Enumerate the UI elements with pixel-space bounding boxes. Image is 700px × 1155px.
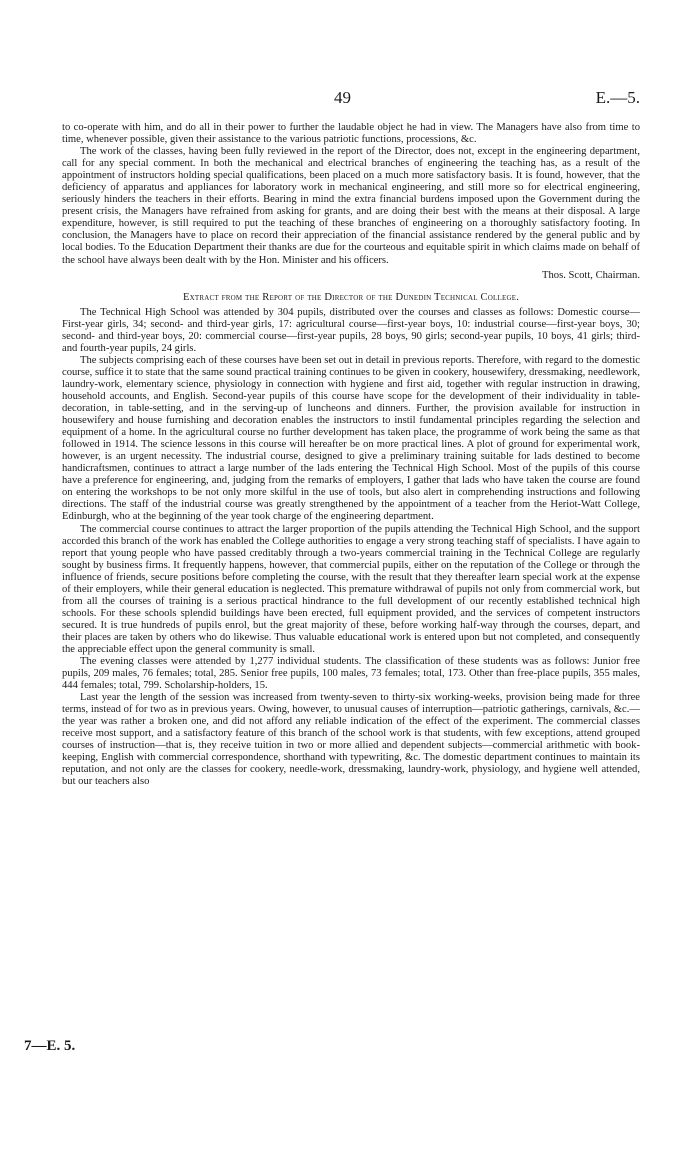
page-number: 49 (334, 88, 351, 107)
signature: Thos. Scott, Chairman. (542, 269, 640, 281)
paragraph: Last year the length of the session was increased from twenty-seven to thirty-six working-weeks, provision being made for three terms, instead of for two as in previous years. Owing, however, to unusual causes of interruption—patriotic gatherings, carnivals, &c.—the year was rather a broken one, and did not afford any reliable indication of the effect of the experiment. The commercial classes receive most support, and a satisfactory feature of this branch of the school work is that students, with few exceptions, attend grouped courses of instruction—that is, they receive tuition in two or more allied and dependent subjects—commercial arithmetic with book-keeping, English with commercial correspondence, shorthand with typewriting, &c. The domestic department continues to maintain its reputation, and not only are the classes for cookery, needle-work, dressmaking, laundry-work, physiology, and hygiene well attended, but our teachers also (62, 692, 640, 788)
paragraph: The Technical High School was attended by 304 pupils, distributed over the courses and classes as follows: Domestic course—First-year girls, 34; second- and third-year girls, 17: agricultural course—first-year boys, 10: industrial course—first-year boys, 30; second- and third-year boys, 20: commercial course—first-year pupils, 28 boys, 90 girls; second-year pupils, 10 boys, 41 girls; third- and fourth-year pupils, 24 girls. (62, 306, 640, 354)
paragraph: The subjects comprising each of these courses have been set out in detail in previous reports. Therefore, with regard to the domestic course, suffice it to state that the same sound practical training continues to be given in cookery, housewifery, dressmaking, needlework, laundry-work, elementary science, physiology in connection with hygiene and first aid, together with regular instruction in drawing, household accounts, and English. Second-year pupils of this course have scope for the development of their individuality in table-decoration, in table-setting, and in the serving-up of luncheons and dinners. Further, the provision available for instruction in housewifery and house furnishing and decoration enables the instructors to instil fundamental principles regarding the selection and equipment of a home. In the agricultural course no further development has taken place, the programme of work being the same as that followed in 1914. The science lessons in this course will hereafter be on more practical lines. A plot of ground for experimental work, however, is an urgent necessity. The industrial course, designed to give a preliminary training suitable for lads destined to become handicraftsmen, continues to attract a large number of the lads entering the Technical High School. Most of the pupils of this course have a preference for engineering, and, judging from the remarks of employers, I gather that lads who have taken the course are found on entering the workshops to be not only more skilful in the use of tools, but also alert in comprehending instructions and following directions. The staff of the industrial course was greatly strengthened by the appointment of a teacher from the Heriot-Watt College, Edinburgh, who at the beginning of the year took charge of the engineering department. (62, 354, 640, 523)
page-footer: 7—E. 5. (24, 1038, 76, 1054)
section-title: Extract from the Report of the Director of the Dunedin Technical College. (182, 291, 520, 303)
series-reference: E.—5. (595, 88, 640, 107)
paragraph: The work of the classes, having been fully reviewed in the report of the Director, does not, except in the engineering department, call for any special comment. In both the mechanical and electrical branches of engineering the teaching has, as a result of the appointment of instructors holding special qualifications, been placed on a much more satisfactory basis. It is found, however, that the deficiency of apparatus and appliances for laboratory work in mechanical engineering, and still more so for electrical engineering, seriously hinders the teachers in their efforts. Bearing in mind the extra financial burdens imposed upon the Government during the present crisis, the Managers have refrained from asking for grants, and are doing their best with the means at their disposal. A large expenditure, however, is still required to put the teaching of these branches of engineering on a thoroughly satisfactory footing. In conclusion, the Managers have to place on record their appreciation of the financial assistance rendered by the general public and by local bodies. To the Education Department their thanks are due for the courteous and equitable spirit in which claims made on behalf of the school have always been dealt with by the Hon. Minister and his officers. (62, 146, 640, 266)
body-text (62, 122, 640, 789)
paragraph: to co-operate with him, and do all in their power to further the laudable object he had in view. The Managers have also from time to time, whenever possible, given their assistance to the various patriotic functions, processions, &c. (62, 122, 640, 146)
paragraph: The commercial course continues to attract the larger proportion of the pupils attending the Technical High School, and the support accorded this branch of the work has enabled the College authorities to engage a very strong teaching staff of specialists. I have again to report that young people who have passed creditably through a two-years commercial training in the Technical College are regularly sought by business firms. It frequently happens, however, that commercial pupils, either on the reputation of the College or through the influence of friends, secure positions before completing the course, with the result that they thereafter learn special work at the expense of their employers, while their general education is neglected. This premature withdrawal of pupils not only from commercial work, but from all the courses of training is a serious practical hindrance to the full development of our recently established technical high schools. For these schools splendid buildings have been erected, full equipment provided, and the services of competent instructors secured. It is true hundreds of pupils enrol, but the great majority of these, before working half-way through the courses, depart, and their places are taken by others who do likewise. Thus valuable educational work is entered upon but not completed, and consequently the appreciable effect upon the general community is small. (62, 523, 640, 655)
page-header (62, 88, 640, 112)
paragraph: The evening classes were attended by 1,277 individual students. The classification of these students was as follows: Junior free pupils, 209 males, 76 females; total, 285. Senior free pupils, 100 males, 73 females; total, 173. Other than free-place pupils, 355 males, 444 females; total, 799. Scholarship-holders, 15. (62, 656, 640, 692)
